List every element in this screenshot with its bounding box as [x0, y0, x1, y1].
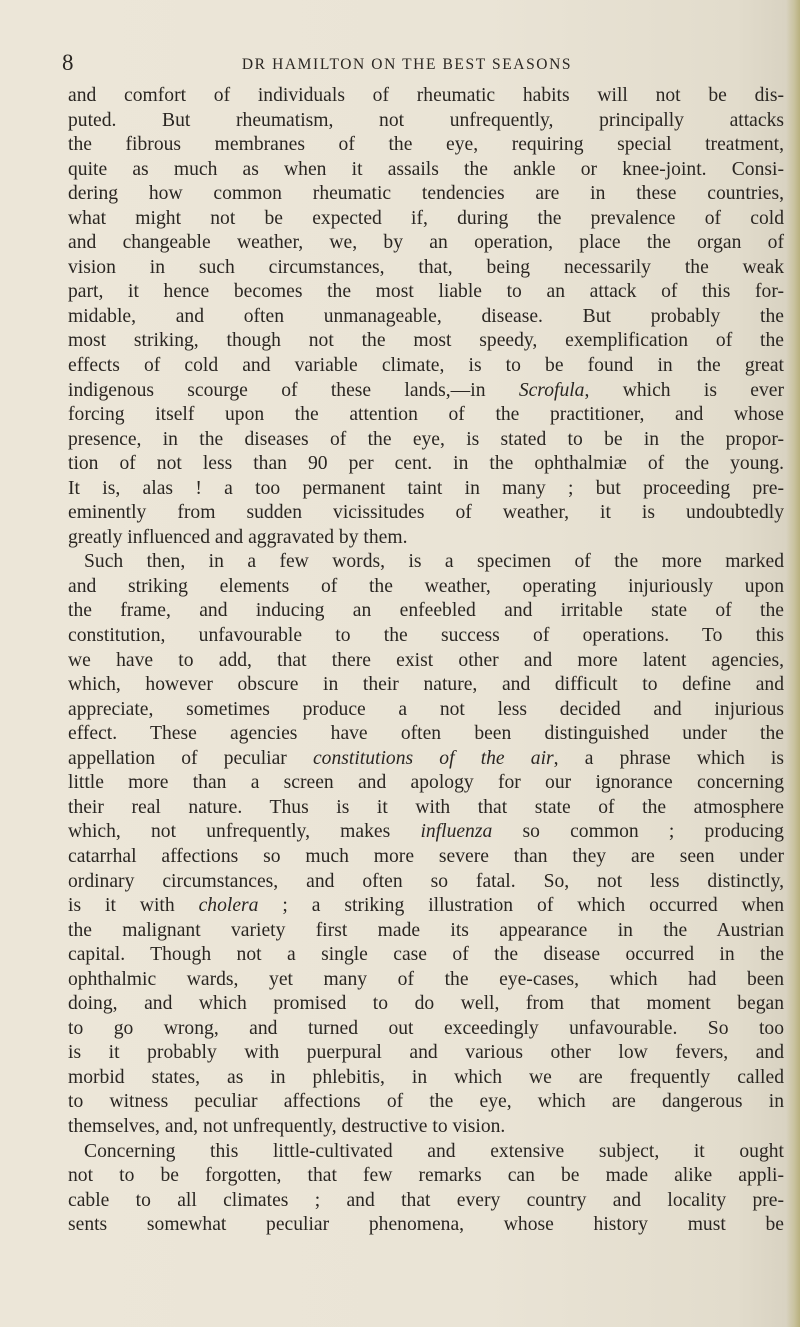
text-segment: is it probably with puerpural and various other low fevers, and: [68, 1042, 784, 1064]
text-segment: catarrhal affections so much more severe than they are seen under: [68, 845, 784, 867]
page-edge: [786, 0, 800, 1327]
text-line: [68, 771, 784, 796]
text-segment: effect. These agencies have often been distinguished under the: [68, 723, 784, 745]
text-line: [68, 747, 784, 772]
text-segment: midable, and often unmanageable, disease. But probably the: [68, 305, 784, 327]
text-segment: what might not be expected if, during the prevalence of cold: [68, 207, 784, 229]
text-segment: doing, and which promised to do well, from that moment began: [68, 993, 784, 1015]
text-segment: the fibrous membranes of the eye, requiring special treatment,: [68, 134, 784, 156]
text-segment: capital. Though not a single case of the disease occurred in the: [68, 944, 784, 966]
text-segment: puted. But rheumatism, not unfrequently, principally attacks: [68, 109, 784, 131]
text-segment: It is, alas ! a too permanent taint in many ; but proceeding pre-: [68, 477, 784, 499]
text-segment: morbid states, as in phlebitis, in which we are frequently called: [68, 1066, 784, 1088]
italic-term: influenza: [420, 821, 493, 843]
text-line: [68, 1017, 784, 1042]
text-segment: effects of cold and variable climate, is to be found in the great: [68, 355, 784, 377]
text-line: [68, 477, 784, 502]
text-line: [68, 182, 784, 207]
text-segment: themselves, and, not unfrequently, destructive to vision.: [68, 1115, 506, 1137]
text-segment: eminently from sudden vicissitudes of weather, it is undoubtedly: [68, 502, 784, 524]
text-segment: to witness peculiar affections of the eye, which are dangerous in: [68, 1091, 784, 1113]
text-line: [68, 109, 784, 134]
text-segment: Concerning this little-cultivated and extensive subject, it ought: [84, 1140, 784, 1162]
text-segment: dering how common rheumatic tendencies are in these countries,: [68, 183, 784, 205]
text-segment: and changeable weather, we, by an operation, place the organ of: [68, 232, 784, 254]
text-line: [68, 256, 784, 281]
text-line: [68, 403, 784, 428]
text-line: [68, 133, 784, 158]
text-line: [68, 550, 784, 575]
text-line: [68, 624, 784, 649]
italic-term: cholera: [198, 895, 259, 917]
text-line: [68, 943, 784, 968]
text-segment: the malignant variety first made its appearance in the Austrian: [68, 919, 784, 941]
text-segment: most striking, though not the most speedy, exemplification of the: [68, 330, 784, 352]
text-segment: their real nature. Thus is it with that state of the atmosphere: [68, 796, 784, 818]
text-segment: is it with: [68, 895, 199, 917]
text-line: [68, 1090, 784, 1115]
text-segment: ophthalmic wards, yet many of the eye-cases, which had been: [68, 968, 784, 990]
text-segment: quite as much as when it assails the ankle or knee-joint. Consi-: [68, 158, 784, 180]
text-line: [68, 354, 784, 379]
text-line: [68, 1115, 784, 1140]
text-segment: greatly influenced and aggravated by them.: [68, 526, 408, 548]
text-segment: which, however obscure in their nature, and difficult to define and: [68, 674, 784, 696]
text-line: [68, 919, 784, 944]
text-line: [68, 796, 784, 821]
text-line: [68, 722, 784, 747]
running-head: DR HAMILTON ON THE BEST SEASONS: [241, 56, 573, 73]
text-line: [68, 1140, 784, 1165]
text-line: [68, 526, 784, 551]
text-line: [68, 1041, 784, 1066]
text-line: [68, 158, 784, 183]
page-header: [62, 50, 752, 80]
text-segment: cable to all climates ; and that every country and locality pre-: [68, 1189, 784, 1211]
text-segment: sents somewhat peculiar phenomena, whose history must be: [68, 1214, 784, 1236]
text-line: [68, 820, 784, 845]
text-segment: constitution, unfavourable to the success of operations. To this: [68, 625, 784, 647]
text-line: [68, 575, 784, 600]
text-line: [68, 599, 784, 624]
text-line: [68, 1213, 784, 1238]
text-line: [68, 968, 784, 993]
text-segment: and striking elements of the weather, operating injuriously upon: [68, 575, 784, 597]
text-segment: ordinary circumstances, and often so fatal. So, not less distinctly,: [68, 870, 784, 892]
text-segment: to go wrong, and turned out exceedingly unfavourable. So too: [68, 1017, 784, 1039]
text-segment: presence, in the diseases of the eye, is stated to be in the propor-: [68, 428, 784, 450]
text-line: [68, 673, 784, 698]
text-segment: vision in such circumstances, that, being necessarily the weak: [68, 256, 784, 278]
text-segment: , a phrase which is: [553, 747, 784, 769]
text-line: [68, 501, 784, 526]
italic-term: constitutions of the air: [312, 747, 554, 769]
text-line: [68, 305, 784, 330]
text-segment: tion of not less than 90 per cent. in the ophthalmiæ of the young.: [68, 453, 784, 475]
text-segment: ; a striking illustration of which occurred when: [258, 895, 784, 917]
text-line: [68, 992, 784, 1017]
text-line: [68, 379, 784, 404]
text-segment: forcing itself upon the attention of the practitioner, and whose: [68, 404, 784, 426]
text-line: [68, 452, 784, 477]
italic-term: Scrofula: [518, 379, 585, 401]
text-segment: so common ; producing: [492, 821, 784, 843]
text-segment: and comfort of individuals of rheumatic habits will not be dis-: [68, 85, 784, 106]
text-line: [68, 698, 784, 723]
text-line: [68, 231, 784, 256]
text-segment: we have to add, that there exist other and more latent agencies,: [68, 649, 784, 671]
text-segment: , which is ever: [584, 379, 784, 401]
text-line: [68, 1066, 784, 1091]
text-segment: which, not unfrequently, makes: [68, 821, 421, 843]
text-line: [68, 84, 784, 109]
text-line: [68, 1164, 784, 1189]
body-text: [68, 84, 784, 1238]
text-segment: little more than a screen and apology for our ignorance concerning: [68, 772, 784, 794]
text-line: [68, 894, 784, 919]
text-segment: Such then, in a few words, is a specimen of the more marked: [84, 551, 784, 573]
text-line: [68, 280, 784, 305]
text-line: [68, 207, 784, 232]
page-number: 8: [62, 50, 74, 75]
text-line: [68, 845, 784, 870]
text-segment: not to be forgotten, that few remarks can be made alike appli-: [68, 1165, 784, 1187]
text-line: [68, 428, 784, 453]
text-segment: the frame, and inducing an enfeebled and irritable state of the: [68, 600, 784, 622]
text-line: [68, 870, 784, 895]
text-segment: indigenous scourge of these lands,—in: [68, 379, 519, 401]
text-line: [68, 649, 784, 674]
text-line: [68, 1189, 784, 1214]
text-segment: appellation of peculiar: [68, 747, 313, 769]
text-line: [68, 329, 784, 354]
text-segment: appreciate, sometimes produce a not less decided and injurious: [68, 698, 784, 720]
text-segment: part, it hence becomes the most liable to an attack of this for-: [68, 281, 784, 303]
